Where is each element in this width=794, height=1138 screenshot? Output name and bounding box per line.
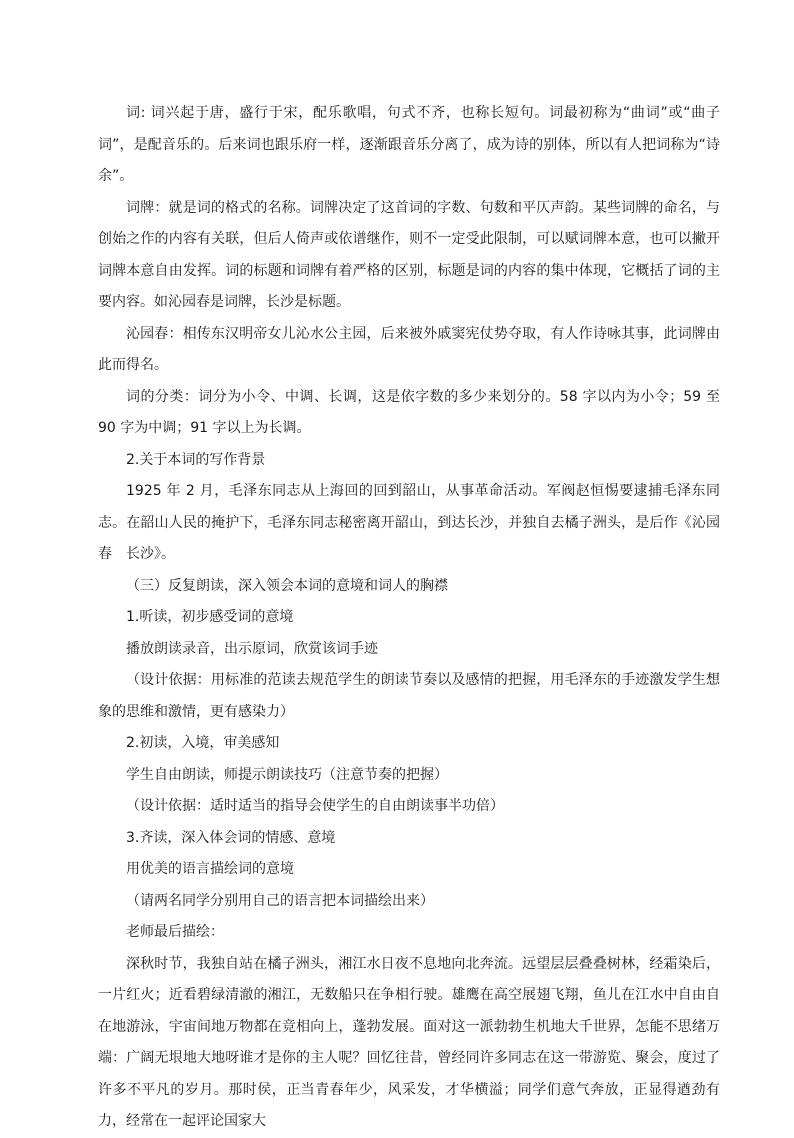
paragraph-describe-mood: 用优美的语言描绘词的意境 (126, 861, 294, 877)
paragraph-cipai-definition: 词牌：就是词的格式的名称。词牌决定了这首词的字数、句数和平仄声韵。某些词牌的命名，与创始之作的内容有关联，但后人倚声或依谱继作，则不一定受此限制，可以赋词牌本意，也可以撇开词牌本意自由发挥。词的标题和词牌有着严格的区别，标题是词的内容的集中体现，它概括了词的主要内容。如沁园春是词牌，长沙是标题。 (98, 199, 720, 310)
paragraph-design-basis-2: （设计依据：适时适当的指导会使学生的自由朗读事半功倍） (126, 798, 504, 814)
document-body (98, 98, 720, 1138)
step-heading-first-read: 2.初读，入境，审美感知 (126, 735, 280, 751)
paragraph-free-reading: 学生自由朗读，师提示朗读技巧（注意节奏的把握） (126, 766, 448, 783)
paragraph-ci-definition: 词: 词兴起于唐，盛行于宋，配乐歌唱，句式不齐，也称长短句。词最初称为“曲词”或“曲子词”，是配音乐的。后来词也跟乐府一样，逐渐跟音乐分离了，成为诗的别体，所以有人把词称为“诗余”。 (98, 105, 720, 184)
step-heading-group-read: 3.齐读，深入体会词的情感、意境 (126, 829, 336, 846)
paragraph-description-text: 深秋时节，我独自站在橘子洲头，湘江水日夜不息地向北奔流。远望层层叠叠树林，经霜染后，一片红火；近看碧绿清澈的湘江，无数船只在争相行驶。雄鹰在高空展翅飞翔，鱼儿在江水中自由自在地游泳，宇宙间地万物都在竞相向上，蓬勃发展。面对这一派勃勃生机地大千世界，怎能不思绪万端：广阔无垠地大地呀谁才是你的主人呢？回忆往昔，曾经同许多同志在这一带游览、聚会，度过了许多不平凡的岁月。那时侯，正当青春年少，风采发，才华横溢；同学们意气奔放，正显得遒劲有力，经常在一起评论国家大 (98, 955, 720, 1129)
paragraph-design-basis-1: （设计依据：用标准的范读去规范学生的朗读节奏以及感情的把握，用毛泽东的手迹激发学生想象的思维和激情，更有感染力） (98, 672, 720, 720)
paragraph-qinyuanchun-origin: 沁园春：相传东汉明帝女儿沁水公主园，后来被外戚窦宪仗势夺取，有人作诗咏其事，此词牌由此而得名。 (98, 325, 720, 373)
section-heading-background: 2.关于本词的写作背景 (126, 451, 266, 468)
paragraph-teacher-describe: 老师最后描绘： (126, 924, 224, 940)
paragraph-writing-background: 1925 年 2 月，毛泽东同志从上海回的回到韶山，从事革命活动。军阀赵恒惕要逮捕毛泽东同志。在韶山人民的掩护下，毛泽东同志秘密离开韶山，到达长沙，并独自去橘子洲头，是后作《沁园春 长沙》。 (98, 483, 720, 562)
paragraph-play-recording: 播放朗读录音，出示原词，欣赏该词手迹 (126, 640, 378, 657)
step-heading-listen: 1.听读，初步感受词的意境 (126, 609, 294, 625)
section-heading-repeated-reading: （三）反复朗读，深入领会本词的意境和词人的胸襟 (126, 577, 448, 594)
paragraph-ci-classification: 词的分类：词分为小令、中调、长调，这是依字数的多少来划分的。58 字以内为小令；59 至 90 字为中调；91 字以上为长调。 (98, 388, 720, 436)
paragraph-student-describe: （请两名同学分别用自己的语言把本词描绘出来） (126, 892, 434, 909)
